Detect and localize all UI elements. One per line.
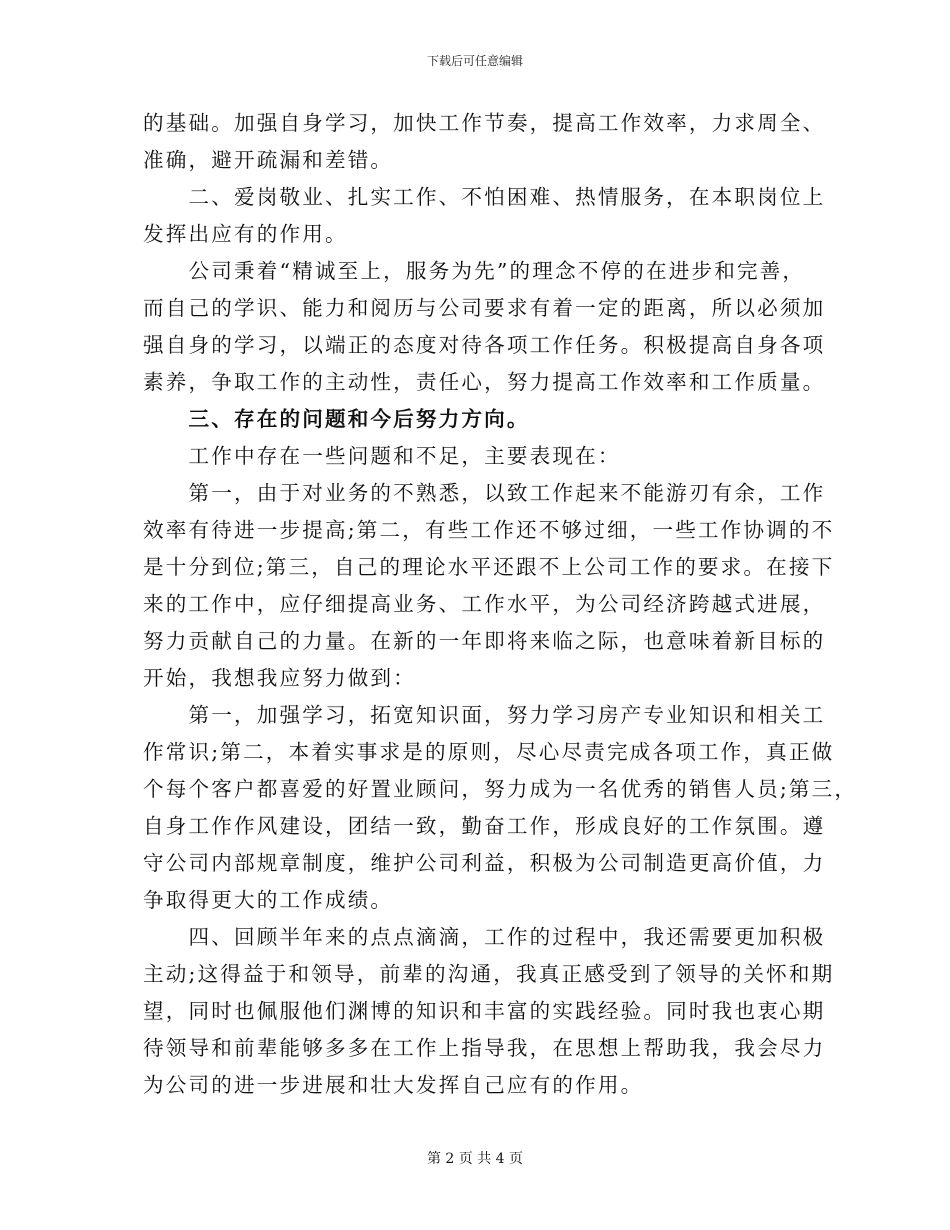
section-heading: 三、存在的问题和今后努力方向。 — [143, 407, 530, 431]
body-line: 二、爱岗敬业、扎实工作、不怕困难、热情服务，在本职岗位上 — [143, 185, 826, 209]
body-line: 第一，加强学习，拓宽知识面，努力学习房产专业知识和相关工 — [143, 703, 826, 727]
body-line: 为公司的进一步进展和壮大发挥自己应有的作用。 — [143, 1073, 644, 1097]
body-line: 开始，我想我应努力做到： — [143, 666, 416, 690]
page-number: 第 2 页 共 4 页 — [426, 1151, 524, 1167]
page-header: 下载后可任意编辑 — [426, 54, 523, 68]
body-line: 公司秉着“精诚至上，服务为先”的理念不停的在进步和完善， — [143, 259, 806, 283]
body-line: 第一，由于对业务的不熟悉，以致工作起来不能游刃有余，工作 — [143, 481, 826, 505]
body-line: 素养，争取工作的主动性，责任心，努力提高工作效率和工作质量。 — [143, 370, 826, 394]
body-line: 待领导和前辈能够多多在工作上指导我，在思想上帮助我，我会尽力 — [143, 1036, 826, 1060]
body-line: 争取得更大的工作成绩。 — [143, 888, 394, 912]
body-line: 主动;这得益于和领导，前辈的沟通，我真正感受到了领导的关怀和期 — [143, 962, 835, 986]
body-line: 强自身的学习，以端正的态度对待各项工作任务。积极提高自身各项 — [143, 333, 826, 357]
body-line: 个每个客户都喜爱的好置业顾问，努力成为一名优秀的销售人员;第三， — [143, 777, 858, 801]
body-line: 作常识;第二，本着实事求是的原则，尽心尽责完成各项工作，真正做 — [143, 740, 835, 764]
body-line: 四、回顾半年来的点点滴滴，工作的过程中，我还需要更加积极 — [143, 925, 826, 949]
body-line: 的基础。加强自身学习，加快工作节奏，提高工作效率，力求周全、 — [143, 111, 826, 135]
body-line: 来的工作中，应仔细提高业务、工作水平，为公司经济跨越式进展， — [143, 592, 826, 616]
body-line: 守公司内部规章制度，维护公司利益，积极为公司制造更高价值，力 — [143, 851, 826, 875]
body-line: 工作中存在一些问题和不足，主要表现在： — [143, 444, 621, 468]
body-line: 是十分到位;第三，自己的理论水平还跟不上公司工作的要求。在接下 — [143, 555, 835, 579]
body-line: 发挥出应有的作用。 — [143, 222, 348, 246]
body-line: 自身工作作风建设，团结一致，勤奋工作，形成良好的工作氛围。遵 — [143, 814, 826, 838]
body-line: 努力贡献自己的力量。在新的一年即将来临之际，也意味着新目标的 — [143, 629, 826, 653]
body-line: 而自己的学识、能力和阅历与公司要求有着一定的距离，所以必须加 — [143, 296, 826, 320]
body-line: 望，同时也佩服他们渊博的知识和丰富的实践经验。同时我也衷心期 — [143, 999, 826, 1023]
body-line: 准确，避开疏漏和差错。 — [143, 148, 394, 172]
document-body — [143, 105, 858, 1104]
body-line: 效率有待进一步提高;第二，有些工作还不够过细，一些工作协调的不 — [143, 518, 835, 542]
